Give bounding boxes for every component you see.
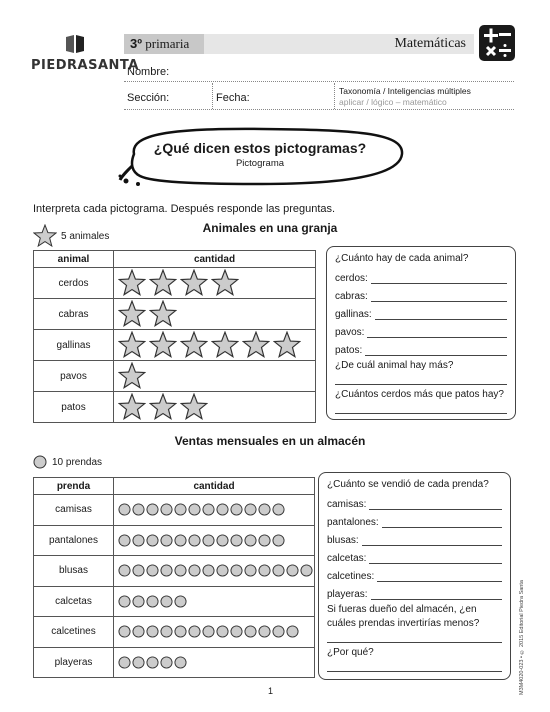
- answer-label: pantalones:: [327, 517, 379, 528]
- circle-icon: [118, 625, 131, 638]
- row-symbols: [114, 299, 316, 330]
- star-icon: [211, 269, 239, 297]
- star-icon: [118, 393, 146, 421]
- circle-icon: [146, 625, 159, 638]
- circle-icon: [174, 503, 187, 516]
- table-row: [34, 556, 315, 587]
- row-symbols: [114, 586, 315, 617]
- row-symbols: [114, 556, 315, 587]
- taxonomy-detail: aplicar / lógico – matemático: [339, 97, 447, 107]
- divider: [212, 83, 213, 109]
- circle-icon: [118, 503, 131, 516]
- circle-icon: [160, 625, 173, 638]
- table-row: [34, 392, 316, 423]
- answer-line[interactable]: [382, 516, 502, 528]
- page-number: 1: [268, 686, 274, 696]
- circle-icon: [188, 625, 201, 638]
- circle-icon: [33, 455, 47, 469]
- section-line: [124, 109, 514, 110]
- circle-icon: [160, 656, 173, 669]
- row-symbols: [114, 268, 316, 299]
- circle-icon: [146, 595, 159, 608]
- answer-row: [327, 528, 502, 546]
- answer-line[interactable]: [335, 373, 507, 385]
- circle-icon: [258, 534, 271, 547]
- publisher-logo: PIEDRASANTA: [31, 58, 139, 73]
- math-operations-icon: [478, 24, 516, 62]
- star-icon: [118, 362, 146, 390]
- pictogram1-questions: [326, 246, 516, 420]
- star-icon: [242, 331, 270, 359]
- star-icon: [149, 269, 177, 297]
- answer-row: [327, 582, 502, 600]
- grade-word: primaria: [145, 36, 190, 51]
- answer-label: camisas:: [327, 499, 367, 510]
- circle-icon: [174, 625, 187, 638]
- circle-icon: [244, 625, 257, 638]
- answer-label: calcetas:: [327, 553, 367, 564]
- answer-line[interactable]: [365, 344, 507, 356]
- circle-icon: [146, 656, 159, 669]
- answer-row: [327, 546, 502, 564]
- circle-icon: [118, 534, 131, 547]
- circle-icon: [188, 564, 201, 577]
- name-label: Nombre:: [127, 66, 170, 78]
- table-row: [34, 525, 315, 556]
- answer-line[interactable]: [377, 570, 502, 582]
- answer-line[interactable]: [369, 498, 502, 510]
- answer-row: [335, 338, 507, 356]
- circle-icon: [216, 534, 229, 547]
- circle-icon: [244, 534, 257, 547]
- answer-line[interactable]: [371, 290, 507, 302]
- answer-line[interactable]: [369, 552, 502, 564]
- circle-icon: [216, 503, 229, 516]
- name-line[interactable]: [124, 81, 514, 82]
- circle-icon: [132, 595, 145, 608]
- circle-icon: [230, 625, 243, 638]
- answer-row: [335, 320, 507, 338]
- pictogram1-title: Animales en una granja: [202, 221, 338, 235]
- table-header: prenda: [34, 478, 114, 495]
- star-icon: [149, 331, 177, 359]
- row-label: playeras: [34, 647, 114, 678]
- row-symbols: [114, 525, 315, 556]
- page-title: ¿Qué dicen estos pictogramas?: [153, 140, 367, 156]
- row-label: calcetines: [34, 617, 114, 648]
- pictogram2-questions: [318, 472, 511, 680]
- footer-code: M3M4020-023 • © 2015 Editorial Piedra Santa: [519, 580, 525, 695]
- circle-icon: [216, 564, 229, 577]
- question-text: ¿Cuántos cerdos más que patos hay?: [335, 389, 504, 400]
- row-label: blusas: [34, 556, 114, 587]
- question-text: Si fueras dueño del almacén, ¿en cuáles prendas invertirías menos?: [327, 604, 480, 629]
- row-symbols: [114, 330, 316, 361]
- grade-bar: [124, 34, 204, 54]
- star-icon: [180, 393, 208, 421]
- circle-icon: [118, 595, 131, 608]
- answer-label: blusas:: [327, 535, 359, 546]
- table-row: [34, 586, 315, 617]
- table-header: animal: [34, 251, 114, 268]
- circle-icon: [216, 625, 229, 638]
- answer-row: [327, 510, 502, 528]
- circle-icon: [244, 503, 257, 516]
- pictogram2-key-label: 10 prendas: [52, 456, 103, 468]
- table-row: [34, 330, 316, 361]
- circle-icon: [244, 564, 257, 577]
- star-icon: [180, 331, 208, 359]
- question-text: ¿Cuánto hay de cada animal?: [335, 253, 469, 264]
- circle-icon: [202, 625, 215, 638]
- circle-icon: [132, 564, 145, 577]
- star-icon: [149, 393, 177, 421]
- grade-number: 3º: [130, 36, 142, 51]
- publisher-logo-book-icon: [64, 34, 86, 54]
- page-subtitle: Pictograma: [235, 158, 285, 169]
- answer-line[interactable]: [327, 631, 502, 643]
- circle-icon: [300, 564, 313, 577]
- table-row: [34, 495, 315, 526]
- star-icon: [149, 300, 177, 328]
- answer-label: patos:: [335, 345, 363, 356]
- circle-icon: [188, 503, 201, 516]
- circle-icon: [146, 564, 159, 577]
- star-icon: [273, 331, 301, 359]
- pictogram1-key-label: 5 animales: [61, 230, 110, 242]
- circle-icon: [286, 625, 299, 638]
- row-label: gallinas: [34, 330, 114, 361]
- circle-icon: [174, 595, 187, 608]
- circle-icon: [258, 503, 271, 516]
- circle-icon: [230, 534, 243, 547]
- circle-icon: [118, 564, 131, 577]
- pictogram2-title: Ventas mensuales en un almacén: [174, 434, 366, 448]
- date-label: Fecha:: [216, 92, 250, 104]
- row-symbols: [114, 495, 315, 526]
- circle-icon: [132, 625, 145, 638]
- table-row: [34, 647, 315, 678]
- circle-icon: [160, 503, 173, 516]
- circle-icon: [230, 564, 243, 577]
- pictogram1-table: [33, 250, 316, 423]
- answer-line[interactable]: [371, 588, 502, 600]
- circle-icon: [160, 564, 173, 577]
- answer-line[interactable]: [327, 660, 502, 672]
- circle-icon: [118, 656, 131, 669]
- answer-row: [327, 492, 502, 510]
- divider: [334, 83, 335, 109]
- answer-label: calcetines:: [327, 571, 375, 582]
- answer-line[interactable]: [375, 308, 507, 320]
- circle-icon: [272, 503, 285, 516]
- table-header: cantidad: [114, 478, 315, 495]
- circle-icon: [132, 503, 145, 516]
- circle-icon: [286, 564, 299, 577]
- answer-label: cerdos:: [335, 273, 368, 284]
- circle-icon: [132, 534, 145, 547]
- star-icon: [118, 269, 146, 297]
- circle-icon: [258, 564, 271, 577]
- row-label: pantalones: [34, 525, 114, 556]
- section-label: Sección:: [127, 92, 170, 104]
- question-text: ¿Cuánto se vendió de cada prenda?: [327, 479, 489, 490]
- row-symbols: [114, 361, 316, 392]
- answer-row: [335, 266, 507, 284]
- circle-icon: [146, 534, 159, 547]
- answer-label: playeras:: [327, 589, 368, 600]
- answer-label: pavos:: [335, 327, 365, 338]
- table-row: [34, 617, 315, 648]
- star-icon: [180, 269, 208, 297]
- answer-line[interactable]: [335, 402, 507, 414]
- answer-line[interactable]: [367, 326, 507, 338]
- circle-icon: [188, 534, 201, 547]
- circle-icon: [230, 503, 243, 516]
- instructions: Interpreta cada pictograma. Después responde las preguntas.: [33, 203, 336, 215]
- circle-icon: [272, 625, 285, 638]
- taxonomy-label: Taxonomía / Inteligencias múltiples: [339, 86, 471, 96]
- circle-icon: [174, 534, 187, 547]
- answer-line[interactable]: [371, 272, 507, 284]
- circle-icon: [272, 534, 285, 547]
- circle-icon: [160, 534, 173, 547]
- circle-icon: [132, 656, 145, 669]
- table-row: [34, 299, 316, 330]
- pictogram2-key: [33, 455, 102, 469]
- row-label: calcetas: [34, 586, 114, 617]
- subject-title: Matemáticas: [204, 34, 474, 54]
- star-icon: [33, 224, 57, 248]
- question-text: ¿De cuál animal hay más?: [335, 360, 454, 371]
- circle-icon: [160, 595, 173, 608]
- question-text: ¿Por qué?: [327, 647, 374, 658]
- row-symbols: [114, 392, 316, 423]
- circle-icon: [258, 625, 271, 638]
- circle-icon: [202, 503, 215, 516]
- circle-icon: [202, 564, 215, 577]
- row-label: camisas: [34, 495, 114, 526]
- star-icon: [211, 331, 239, 359]
- pictogram1-key: [33, 224, 109, 248]
- star-icon: [118, 331, 146, 359]
- answer-row: [327, 564, 502, 582]
- answer-row: [335, 302, 507, 320]
- row-label: patos: [34, 392, 114, 423]
- row-label: pavos: [34, 361, 114, 392]
- row-label: cabras: [34, 299, 114, 330]
- answer-line[interactable]: [362, 534, 502, 546]
- circle-icon: [272, 564, 285, 577]
- circle-icon: [174, 656, 187, 669]
- circle-icon: [146, 503, 159, 516]
- row-symbols: [114, 647, 315, 678]
- row-symbols: [114, 617, 315, 648]
- row-label: cerdos: [34, 268, 114, 299]
- table-header: cantidad: [114, 251, 316, 268]
- answer-label: cabras:: [335, 291, 368, 302]
- pictogram2-table: [33, 477, 315, 678]
- table-row: [34, 268, 316, 299]
- star-icon: [118, 300, 146, 328]
- answer-row: [335, 284, 507, 302]
- circle-icon: [202, 534, 215, 547]
- answer-label: gallinas:: [335, 309, 372, 320]
- circle-icon: [174, 564, 187, 577]
- table-row: [34, 361, 316, 392]
